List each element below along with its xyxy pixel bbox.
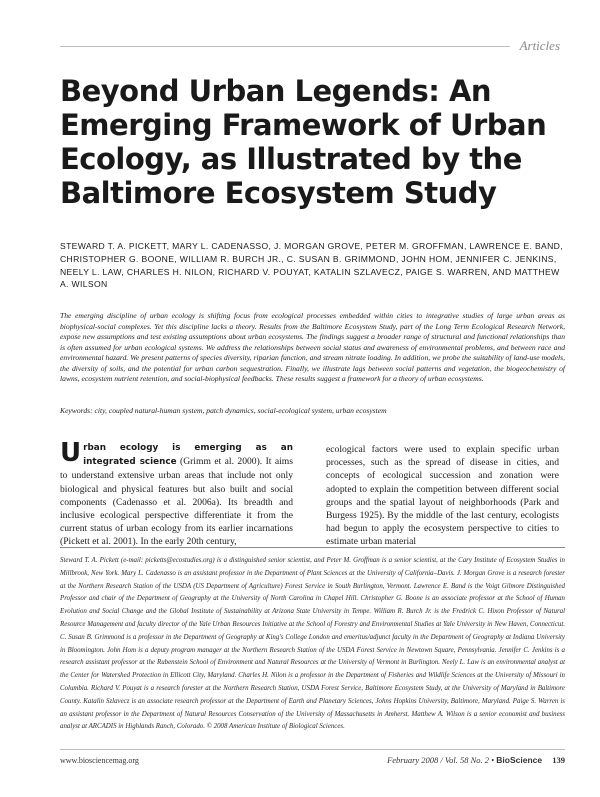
- journal-name: BioScience: [496, 755, 543, 765]
- keywords: Keywords: city, coupled natural-human system, patch dynamics, social-ecological system, urban ecosystem: [60, 406, 387, 415]
- body-paragraph: [60, 438, 293, 549]
- author-affiliations-footnote: Steward T. A. Pickett (e-mail: picketts@ecostudies.org) is a distinguished senior scientist, and Peter M. Groffman is a senior scientist, at the Cary Institute of Ecosystem Studies in Millbrook, New York. Mary L. Cadenasso is an assistant professor in the Department of Plant Sciences at the University of California–Davis. J. Morgan Grove is a research forester at the Northern Research Station of the USDA (US Department of Agriculture) Forest Service in South Burlington, Vermont. Lawrence E. Band is the Voigt Gilmore Distinguished Professor and chair of the Department of Geography at the University of North Carolina in Chapel Hill. Christopher G. Boone is an associate professor at the School of Human Evolution and Social Change and the Global Institute of Sustainability at Arizona State University in Tempe. William R. Burch Jr. is the Fredrick C. Hixon Professor of Natural Resource Management and faculty director of the Yale Urban Resources Initiative at the School of Forestry and Environmental Studies at Yale University in New Haven, Connecticut. C. Susan B. Grimmond is a professor in the Department of Geography at King's College London and emeritus/adjunct faculty in the Department of Geography at Indiana University in Bloomington. John Hom is a deputy program manager at the Northern Research Station of the USDA Forest Service in Newtown Square, Pennsylvania. Jennifer C. Jenkins is a research assistant professor at the Rubenstein School of Environment and Natural Resources at the University of Vermont in Burlington. Neely L. Law is an environmental analyst at the Center for Watershed Protection in Ellicott City, Maryland. Charles H. Nilon is a professor in the Department of Fisheries and Wildlife Sciences at the University of Missouri in Columbia. Richard V. Pouyat is a research forester at the Northern Research Station, USDA Forest Service, Baltimore Ecosystem Study, at the University of Maryland in Baltimore County. Katalin Szlavecz is an associate research professor at the Department of Earth and Planetary Sciences, Johns Hopkins University, Baltimore, Maryland. Paige S. Warren is an assistant professor in the Department of Natural Resources Conservation of the University of Massachusetts in Amherst. Matthew A. Wilson is a senior economist and business analyst at ARCADIS in Highlands Ranch, Colorado. © 2008 American Institute of Biological Sciences.: [60, 557, 565, 731]
- lead-in: rban ecology is emerging as an integrated science: [83, 443, 293, 468]
- drop-cap: U: [60, 438, 82, 468]
- abstract: The emerging discipline of urban ecology is shifting focus from ecological processes embedded within cities to integrative studies of large urban areas as biophysical-social complexes. Yet this discipline lacks a theory. Results from the Baltimore Ecosystem Study, part of the Long Term Ecological Research Network, expose new assumptions and test existing assumptions about urban ecosystems. The findings suggest a broader range of structural and functional relationships than is often assumed for urban ecological systems. We address the relationships between social status and awareness of environmental problems, and between race and environmental hazard. We present patterns of species diversity, riparian function, and stream nitrate loading. In addition, we probe the suitability of land-use models, the diversity of soils, and the potential for urban carbon sequestration. Finally, we illustrate lags between social patterns and vegetation, the biogeochemistry of lawns, ecosystem nutrient retention, and social-biophysical feedbacks. These results suggest a framework for a theory of urban ecosystems.: [60, 311, 565, 383]
- footnote-rule: [60, 547, 565, 548]
- body-column-right: [326, 443, 559, 549]
- author-list: STEWARD T. A. PICKETT, MARY L. CADENASSO, J. MORGAN GROVE, PETER M. GROFFMAN, LAWRENCE E. BAND, CHRISTOPHER G. BOONE, WILLIAM R. BURCH JR., C. SUSAN B. GRIMMOND, JOHN HOM, JENNIFER C. JENKINS, NEELY L. LAW, CHARLES H. NILON, RICHARD V. POUYAT, KATALIN SZLAVECZ, PAIGE S. WARREN, AND MATTHEW A. WILSON: [60, 241, 563, 290]
- body-column-left: [60, 438, 293, 549]
- footer-rule: [60, 749, 565, 750]
- footer-issue-info: [387, 755, 565, 765]
- header-rule: [60, 46, 510, 47]
- page-number: 139: [552, 755, 565, 765]
- issue-date: February 2008 / Vol. 58 No. 2 •: [387, 755, 495, 765]
- body-text-right: ecological factors were used to explain specific urban processes, such as the spread of disease in cities, and concepts of ecological succession and zonation were adopted to explain the competition between different social groups and the spatial layout of neighborhoods (Park and Burgess 1925). By the middle of the last century, ecologists had begun to apply the ecosystem perspective to cities to estimate urban material: [326, 444, 559, 548]
- section-label: Articles: [514, 38, 560, 54]
- footer-url: www.biosciencemag.org: [60, 756, 139, 765]
- article-title: Beyond Urban Legends: An Emerging Framework of Urban Ecology, as Illustrated by the Baltimore Ecosystem Study: [60, 74, 547, 210]
- body-text-left: (Grimm et al. 2000). It aims to understand extensive urban areas that include not only biological and physical features but also built and social components (Cadenasso et al. 2006a). Its breadth and inclusive ecological perspective differentiate it from the current status of urban ecology from its earlier incarnations (Pickett et al. 2001). In the early 20th century,: [60, 456, 293, 548]
